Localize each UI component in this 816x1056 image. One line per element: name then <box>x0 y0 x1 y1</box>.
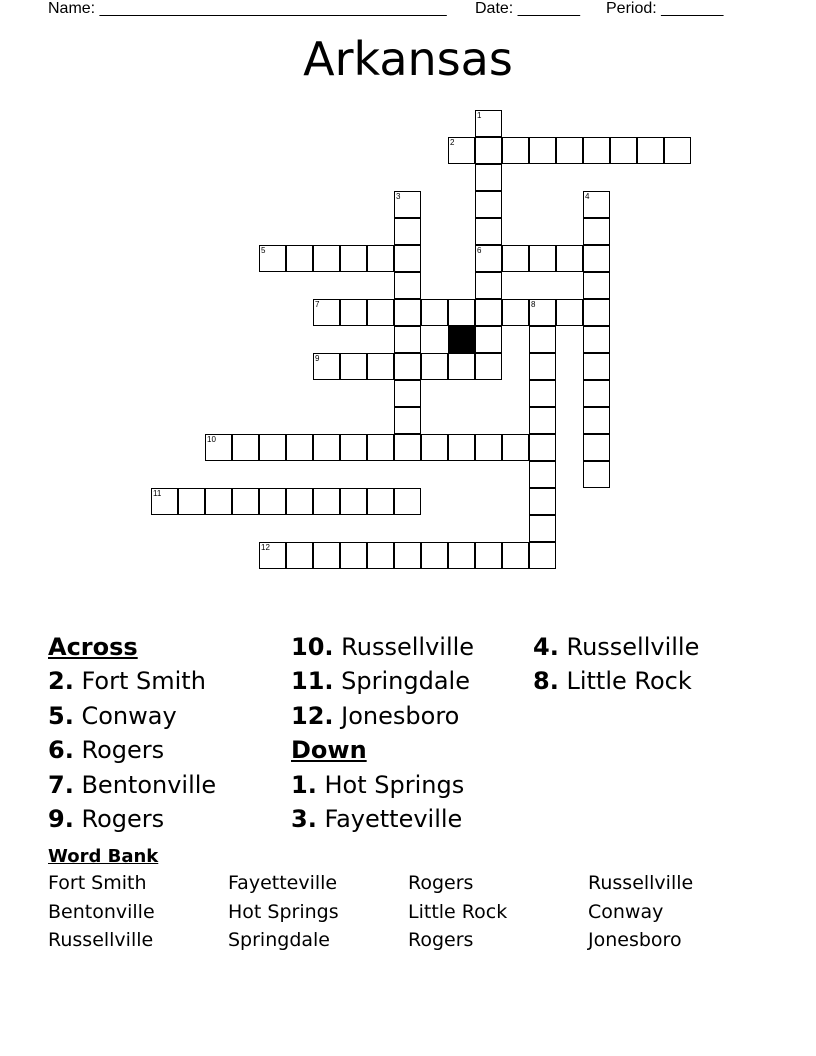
clue-number: 6 <box>477 246 482 255</box>
clue-number: 10 <box>207 435 216 444</box>
crossword-cell[interactable] <box>313 488 340 515</box>
crossword-cell[interactable] <box>340 542 367 569</box>
clues-column-1 <box>48 630 216 836</box>
crossword-cell[interactable] <box>556 137 583 164</box>
crossword-cell[interactable] <box>583 380 610 407</box>
crossword-cell[interactable] <box>394 299 421 326</box>
crossword-cell[interactable] <box>448 353 475 380</box>
clue-down-1: 1. Hot Springs <box>291 770 465 799</box>
page-title: Arkansas <box>303 32 513 86</box>
crossword-cell[interactable] <box>583 353 610 380</box>
crossword-cell[interactable] <box>178 488 205 515</box>
crossword-cell[interactable] <box>475 164 502 191</box>
clue-number: 9 <box>315 354 320 363</box>
crossword-cell[interactable] <box>475 110 502 137</box>
crossword-cell[interactable] <box>529 515 556 542</box>
word-bank-item: Fayetteville <box>228 872 338 894</box>
word-bank-title: Word Bank <box>48 846 159 867</box>
crossword-cell[interactable] <box>340 434 367 461</box>
crossword-cell[interactable] <box>529 299 556 326</box>
crossword-cell[interactable] <box>367 434 394 461</box>
clue-number: 1 <box>477 111 482 120</box>
crossword-cell[interactable] <box>394 434 421 461</box>
crossword-cell[interactable] <box>475 434 502 461</box>
crossword-cell[interactable] <box>151 488 178 515</box>
crossword-cell[interactable] <box>286 245 313 272</box>
crossword-cell[interactable] <box>259 542 286 569</box>
crossword-cell[interactable] <box>475 326 502 353</box>
clue-number: 11 <box>153 489 162 498</box>
crossword-cell[interactable] <box>529 488 556 515</box>
crossword-cell[interactable] <box>313 434 340 461</box>
clue-number: 12 <box>261 543 270 552</box>
crossword-cell[interactable] <box>448 299 475 326</box>
crossword-cell[interactable] <box>583 326 610 353</box>
crossword-cell[interactable] <box>529 380 556 407</box>
crossword-cell[interactable] <box>583 407 610 434</box>
crossword-cell[interactable] <box>475 353 502 380</box>
crossword-cell[interactable] <box>583 191 610 218</box>
crossword-cell[interactable] <box>394 380 421 407</box>
word-bank-item: Rogers <box>408 929 474 951</box>
crossword-cell[interactable] <box>286 488 313 515</box>
crossword-cell[interactable] <box>340 488 367 515</box>
clue-number: 3 <box>396 192 401 201</box>
crossword-cell[interactable] <box>583 137 610 164</box>
crossword-cell[interactable] <box>475 218 502 245</box>
down-heading: Down <box>291 736 367 765</box>
crossword-cell[interactable] <box>340 245 367 272</box>
crossword-cell[interactable] <box>313 245 340 272</box>
crossword-cell[interactable] <box>583 461 610 488</box>
word-bank-item: Springdale <box>228 929 330 951</box>
crossword-cell[interactable] <box>475 299 502 326</box>
crossword-cell[interactable] <box>394 353 421 380</box>
word-bank-item: Bentonville <box>48 901 155 923</box>
crossword-cell[interactable] <box>259 488 286 515</box>
clue-across-2: 2. Fort Smith <box>48 667 206 696</box>
crossword-cell[interactable] <box>448 542 475 569</box>
crossword-cell[interactable] <box>502 245 529 272</box>
crossword-cell[interactable] <box>421 434 448 461</box>
crossword-cell[interactable] <box>475 191 502 218</box>
crossword-black-cell <box>448 326 475 353</box>
clues-column-3 <box>533 630 699 699</box>
period-field: Period: _______ <box>606 0 724 17</box>
crossword-cell[interactable] <box>367 488 394 515</box>
clue-across-5: 5. Conway <box>48 701 177 730</box>
word-bank-item: Fort Smith <box>48 872 147 894</box>
crossword-cell[interactable] <box>637 137 664 164</box>
word-bank-item: Jonesboro <box>588 929 682 951</box>
clue-down-4: 4. Russellville <box>533 633 700 661</box>
crossword-cell[interactable] <box>313 299 340 326</box>
crossword-cell[interactable] <box>475 245 502 272</box>
crossword-cell[interactable] <box>232 434 259 461</box>
clue-down-3: 3. Fayetteville <box>291 804 463 833</box>
clue-number: 4 <box>585 192 590 201</box>
crossword-cell[interactable] <box>313 353 340 380</box>
crossword-cell[interactable] <box>529 407 556 434</box>
crossword-cell[interactable] <box>259 434 286 461</box>
crossword-cell[interactable] <box>394 245 421 272</box>
crossword-cell[interactable] <box>583 434 610 461</box>
crossword-cell[interactable] <box>502 137 529 164</box>
crossword-cell[interactable] <box>583 245 610 272</box>
crossword-cell[interactable] <box>394 191 421 218</box>
crossword-cell[interactable] <box>286 542 313 569</box>
crossword-cell[interactable] <box>529 137 556 164</box>
crossword-cell[interactable] <box>610 137 637 164</box>
crossword-cell[interactable] <box>529 434 556 461</box>
crossword-cell[interactable] <box>313 542 340 569</box>
crossword-cell[interactable] <box>448 137 475 164</box>
crossword-cell[interactable] <box>556 299 583 326</box>
crossword-cell[interactable] <box>529 353 556 380</box>
clue-across-10: 10. Russellville <box>291 633 475 661</box>
crossword-cell[interactable] <box>394 488 421 515</box>
crossword-cell[interactable] <box>367 245 394 272</box>
crossword-cell[interactable] <box>340 353 367 380</box>
across-heading: Across <box>48 633 138 661</box>
crossword-cell[interactable] <box>205 434 232 461</box>
crossword-cell[interactable] <box>340 299 367 326</box>
crossword-cell[interactable] <box>529 245 556 272</box>
clue-across-12: 12. Jonesboro <box>291 701 460 730</box>
crossword-cell[interactable] <box>205 488 232 515</box>
crossword-cell[interactable] <box>367 299 394 326</box>
crossword-cell[interactable] <box>286 434 313 461</box>
clues-column-2 <box>291 630 474 836</box>
crossword-cell[interactable] <box>232 488 259 515</box>
crossword-cell[interactable] <box>529 542 556 569</box>
crossword-cell[interactable] <box>502 542 529 569</box>
crossword-cell[interactable] <box>394 218 421 245</box>
clue-across-9: 9. Rogers <box>48 804 165 833</box>
word-bank-item: Russellville <box>48 929 154 951</box>
crossword-cell[interactable] <box>367 353 394 380</box>
crossword-cell[interactable] <box>529 326 556 353</box>
word-bank-item: Little Rock <box>408 901 508 923</box>
crossword-cell[interactable] <box>664 137 691 164</box>
crossword-cell[interactable] <box>394 326 421 353</box>
clue-number: 8 <box>531 300 536 309</box>
clue-across-6: 6. Rogers <box>48 736 165 765</box>
crossword-cell[interactable] <box>475 272 502 299</box>
clue-number: 2 <box>450 138 455 147</box>
crossword-cell[interactable] <box>556 245 583 272</box>
crossword-cell[interactable] <box>502 434 529 461</box>
crossword-cell[interactable] <box>421 542 448 569</box>
word-bank-item: Conway <box>588 901 664 923</box>
crossword-cell[interactable] <box>529 461 556 488</box>
crossword-cell[interactable] <box>394 542 421 569</box>
crossword-cell[interactable] <box>394 407 421 434</box>
crossword-cell[interactable] <box>502 299 529 326</box>
crossword-cell[interactable] <box>421 299 448 326</box>
crossword-cell[interactable] <box>583 299 610 326</box>
crossword-cell[interactable] <box>259 245 286 272</box>
word-bank-item: Russellville <box>588 872 694 894</box>
crossword-cell[interactable] <box>475 542 502 569</box>
clue-down-8: 8. Little Rock <box>533 667 692 696</box>
name-field: Name: _______________________________________ <box>48 0 447 17</box>
clue-number: 5 <box>261 246 266 255</box>
crossword-cell[interactable] <box>583 272 610 299</box>
crossword-cell[interactable] <box>394 272 421 299</box>
crossword-cell[interactable] <box>421 353 448 380</box>
crossword-cell[interactable] <box>448 434 475 461</box>
clue-number: 7 <box>315 300 320 309</box>
clue-across-7: 7. Bentonville <box>48 770 217 799</box>
crossword-cell[interactable] <box>475 137 502 164</box>
crossword-cell[interactable] <box>367 542 394 569</box>
date-field: Date: _______ <box>475 0 580 17</box>
word-bank-item: Hot Springs <box>228 901 339 923</box>
clue-across-11: 11. Springdale <box>291 667 470 696</box>
word-bank-item: Rogers <box>408 872 474 894</box>
crossword-cell[interactable] <box>583 218 610 245</box>
